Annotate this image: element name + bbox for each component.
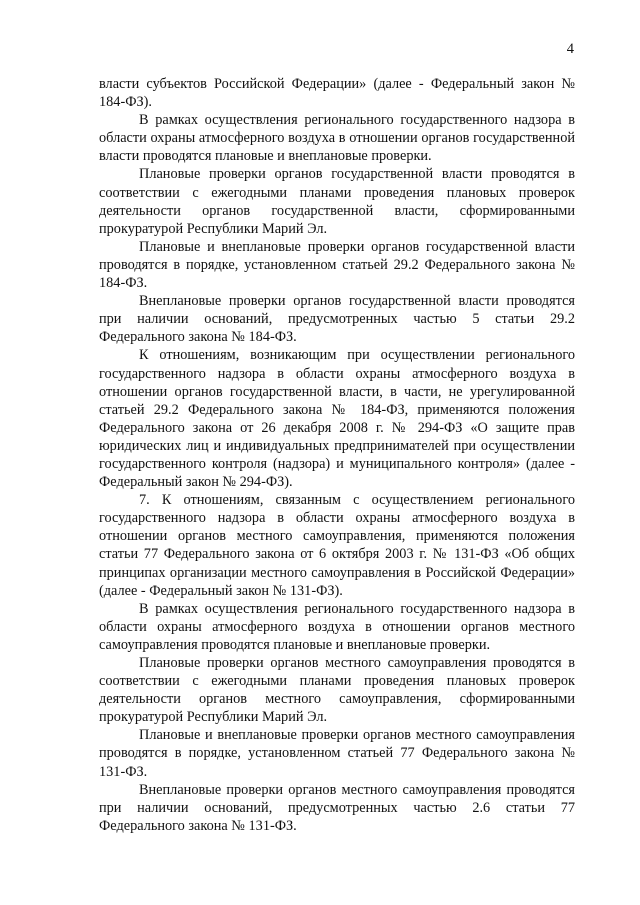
paragraph-unscheduled-inspections-state-bodies: Внеплановые проверки органов государственной власти проводятся при наличии оснований, предусмотренных частью 5 статьи 29.2 Федерального закона № 184-ФЗ. — [99, 293, 575, 346]
paragraph-inspection-procedure-local-bodies: Плановые и внеплановые проверки органов местного самоуправления проводятся в порядке, установленном статьей 77 Федерального закона № 131-ФЗ. — [99, 727, 575, 780]
paragraph-item-7-local-government: 7. К отношениям, связанным с осуществлением регионального государственного надзора в области охраны атмосферного воздуха в отношении органов местного самоуправления, применяются положения статьи 77 Федерального закона от 6 октября 2003 г. № 131-ФЗ «Об общих принципах организации местного самоуправления в Российской Федерации» (далее - Федеральный закон № 131-ФЗ). — [99, 492, 575, 599]
page-number: 4 — [566, 41, 574, 57]
paragraph-planned-inspections-local-bodies: Плановые проверки органов местного самоуправления проводятся в соответствии с ежегодными планами проведения плановых проверок деятельности органов местного самоуправления, сформированными прокуратурой Республики Марий Эл. — [99, 655, 575, 726]
paragraph-regional-supervision-local-bodies: В рамках осуществления регионального государственного надзора в области охраны атмосферного воздуха в отношении органов местного самоуправления проводятся плановые и внеплановые проверки. — [99, 600, 575, 653]
paragraph-unscheduled-inspections-local-bodies: Внеплановые проверки органов местного самоуправления проводятся при наличии оснований, предусмотренных частью 2.6 статьи 77 Федерального закона № 131-ФЗ. — [99, 781, 575, 834]
paragraph-continuation: власти субъектов Российской Федерации» (далее - Федеральный закон № 184-ФЗ). — [99, 76, 575, 111]
paragraph-inspection-procedure-state-bodies: Плановые и внеплановые проверки органов государственной власти проводятся в порядке, установленном статьей 29.2 Федерального закона № 184-ФЗ. — [99, 238, 575, 292]
paragraph-planned-inspections-state-bodies: Плановые проверки органов государственной власти проводятся в соответствии с ежегодными планами проведения плановых проверок деятельности органов государственной власти, сформированными прокуратурой Республики Марий Эл. — [99, 166, 575, 237]
paragraph-law-294-application: К отношениям, возникающим при осуществлении регионального государственного надзора в области охраны атмосферного воздуха в отношении органов государственной власти, в части, не урегулированной статьей 29.2 Федерального закона № 184-ФЗ, применяются положения Федерального закона от 26 декабря 2008 г. № 294-ФЗ «О защите прав юридических лиц и индивидуальных предпринимателей при осуществлении государственного контроля (надзора) и муниципального контроля» (далее - Федеральный закон № 294-ФЗ). — [99, 347, 575, 491]
document-body — [99, 75, 575, 835]
paragraph-regional-supervision-state-bodies: В рамках осуществления регионального государственного надзора в области охраны атмосферного воздуха в отношении органов государственной власти проводятся плановые и внеплановые проверки. — [99, 112, 575, 165]
